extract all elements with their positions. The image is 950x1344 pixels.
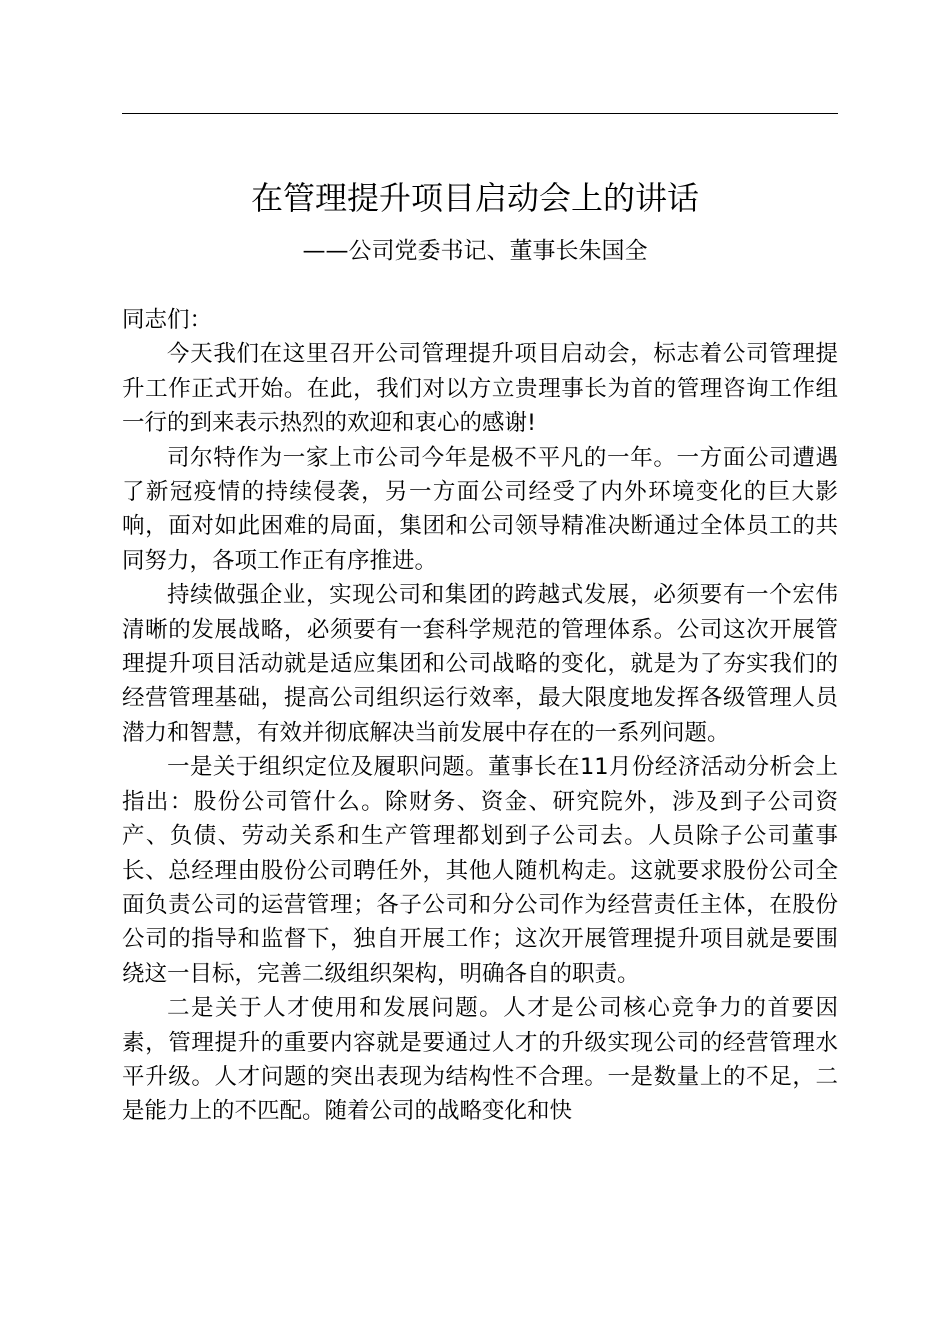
paragraph: 司尔特作为一家上市公司今年是极不平凡的一年。一方面公司遭遇了新冠疫情的持续侵袭，另一方面公司经受了内外环境变化的巨大影响，面对如此困难的局面，集团和公司领导精准决断通过全体员工的共同努力，各项工作正有序推进。	[122, 444, 838, 574]
document-title: 在管理提升项目启动会上的讲话	[250, 179, 699, 217]
header-rule	[122, 113, 838, 114]
paragraph: 二是关于人才使用和发展问题。人才是公司核心竞争力的首要因素，管理提升的重要内容就是要通过人才的升级实现公司的经营管理水平升级。人才问题的突出表现为结构性不合理。一是数量上的不足，二是能力上的不匹配。随着公司的战略变化和快	[122, 995, 838, 1125]
document-subtitle: ——公司党委书记、董事长朱国全	[302, 238, 648, 264]
paragraph: 今天我们在这里召开公司管理提升项目启动会，标志着公司管理提升工作正式开始。在此，我们对以方立贵理事长为首的管理咨询工作组一行的到来表示热烈的欢迎和衷心的感谢!	[122, 341, 838, 437]
paragraph: 一是关于组织定位及履职问题。董事长在11月份经济活动分析会上指出：股份公司管什么。除财务、资金、研究院外，涉及到子公司资产、负债、劳动关系和生产管理都划到子公司去。人员除子公司董事长、总经理由股份公司聘任外，其他人随机构走。这就要求股份公司全面负责公司的运营管理；各子公司和分公司作为经营责任主体，在股份公司的指导和监督下，独自开展工作；这次开展管理提升项目就是要围绕这一目标，完善二级组织架构，明确各自的职责。	[122, 754, 838, 987]
paragraph: 持续做强企业，实现公司和集团的跨越式发展，必须要有一个宏伟清晰的发展战略，必须要有一套科学规范的管理体系。公司这次开展管理提升项目活动就是适应集团和公司战略的变化，就是为了夯实我们的经营管理基础，提高公司组织运行效率，最大限度地发挥各级管理人员潜力和智慧，有效并彻底解决当前发展中存在的一系列问题。	[122, 582, 838, 746]
greeting: 同志们：	[122, 307, 213, 333]
document-body	[122, 303, 838, 1129]
